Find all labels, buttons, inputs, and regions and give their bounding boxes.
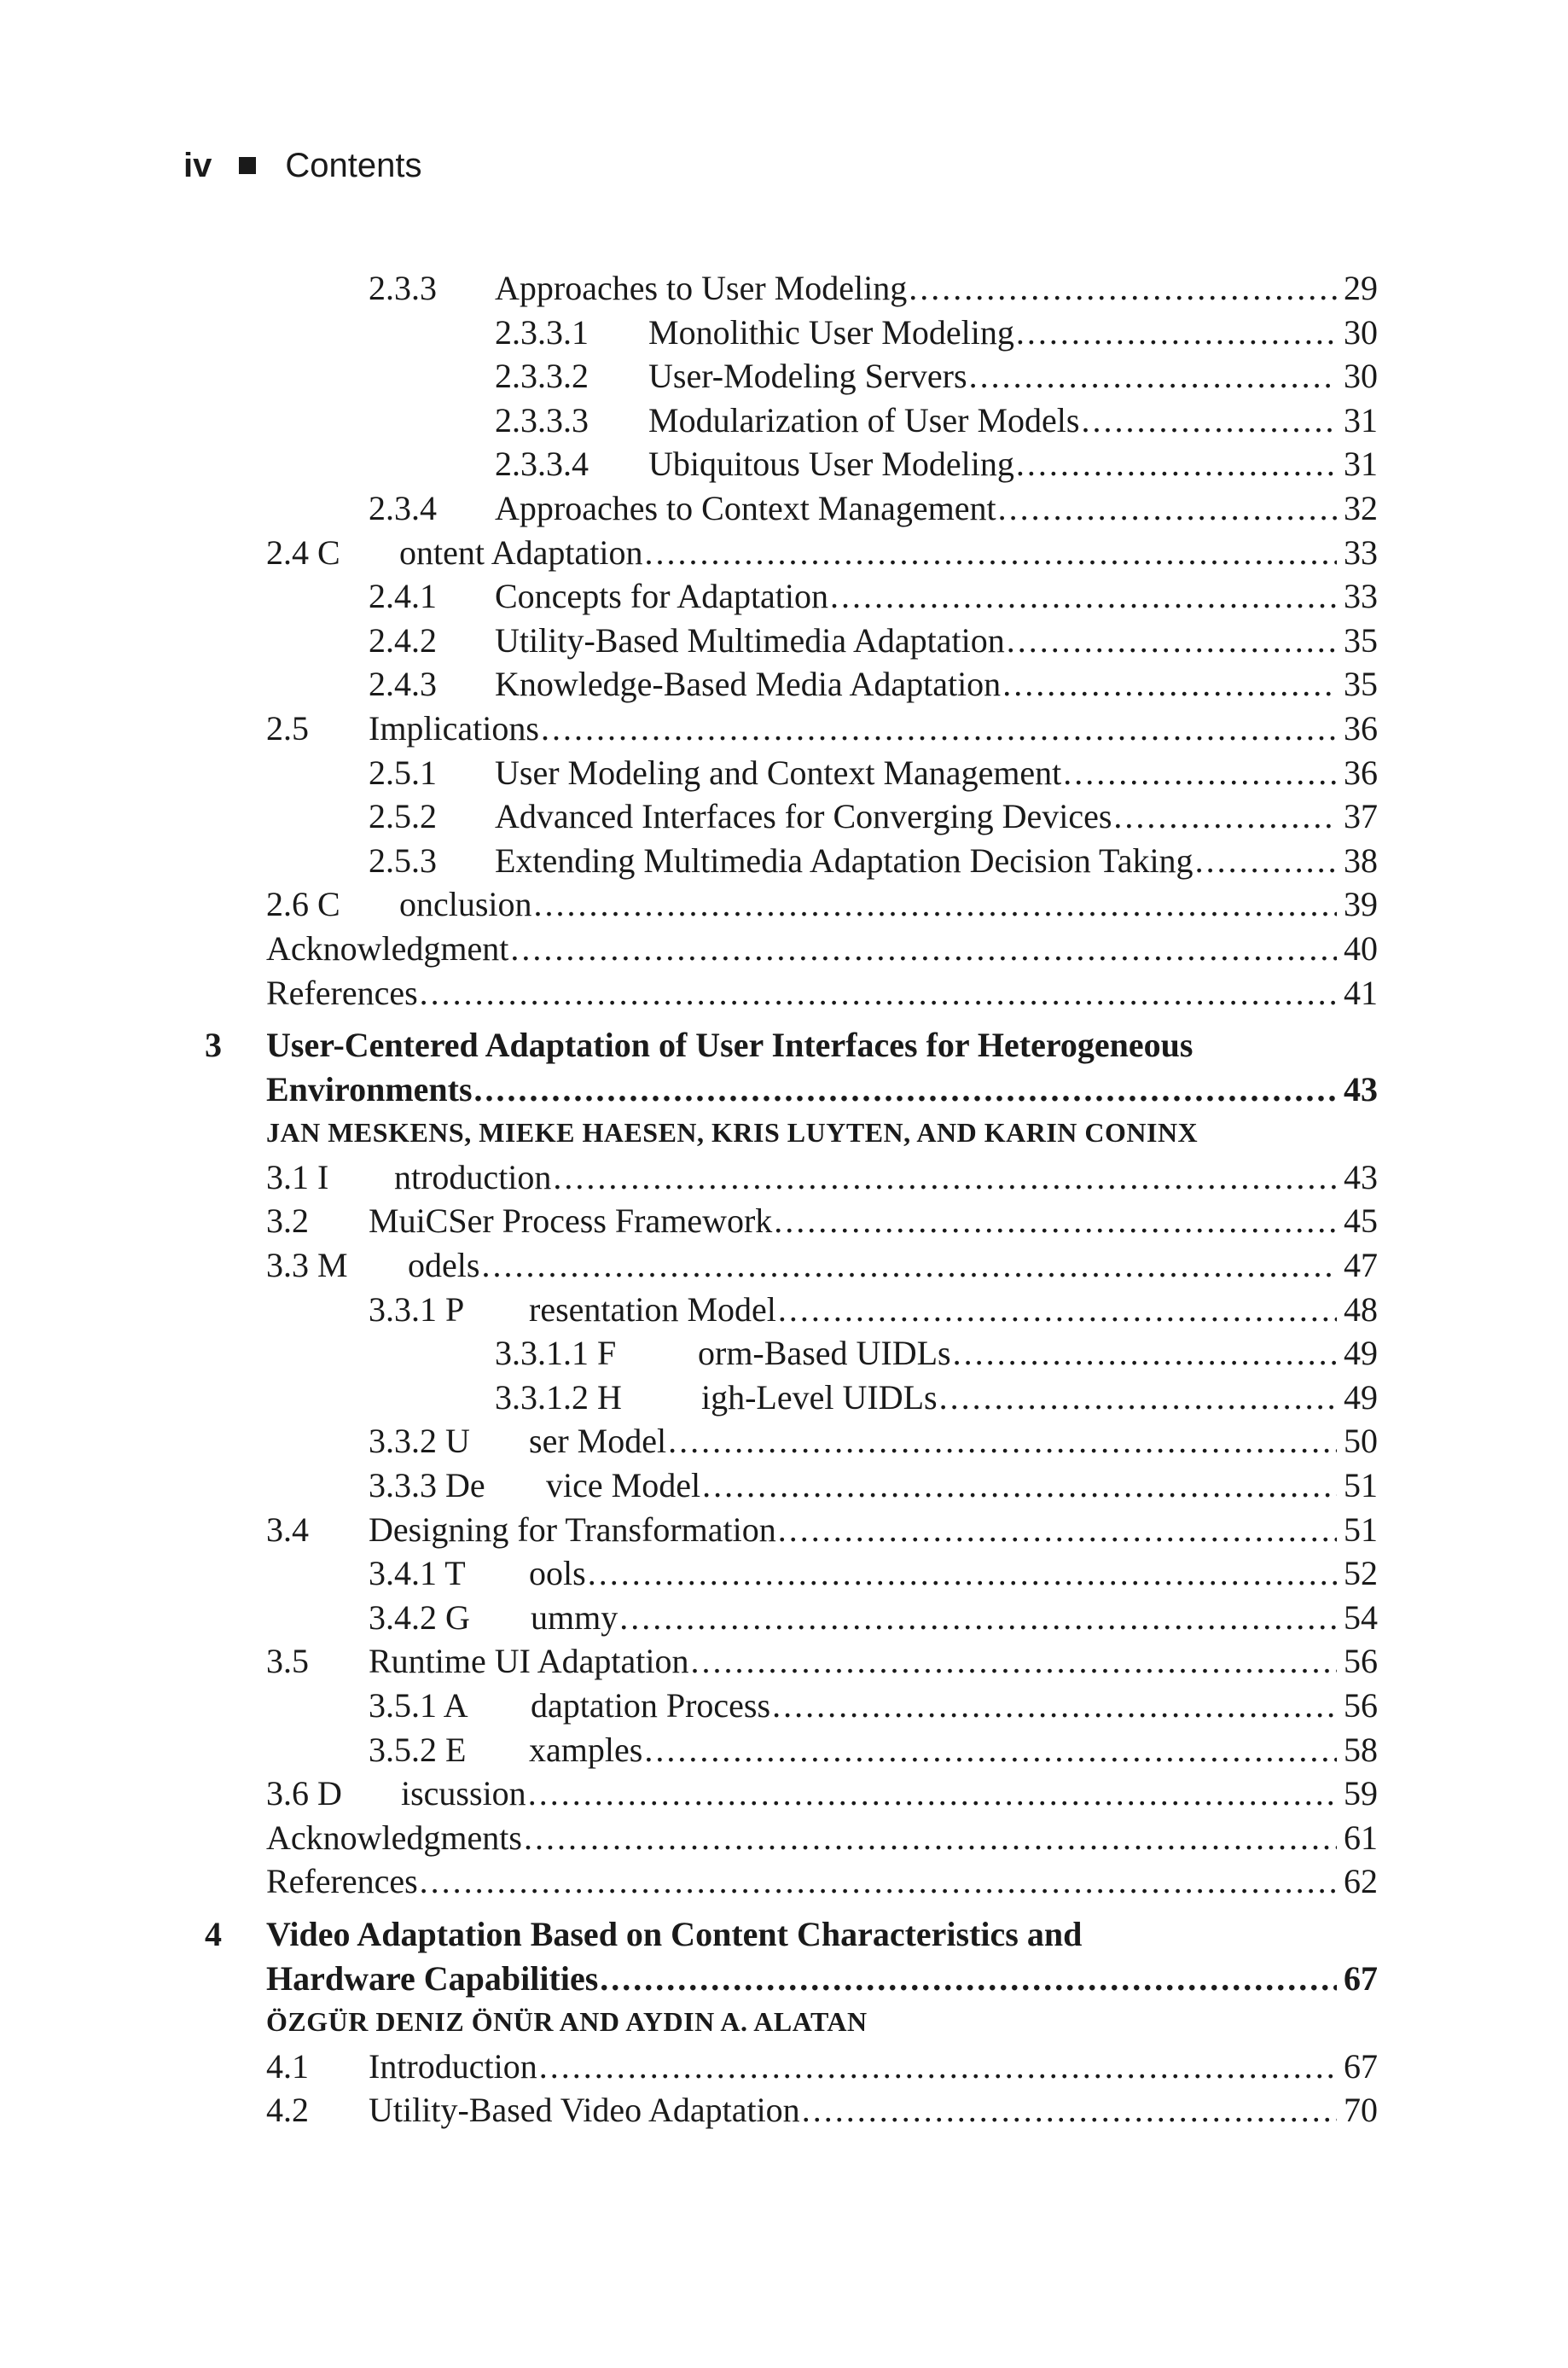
header-title: Contents (285, 146, 422, 184)
toc-entry[interactable] (205, 1551, 1378, 1596)
toc-entry[interactable] (205, 927, 1378, 971)
entry-title: Utility-Based Multimedia Adaptation (495, 620, 1005, 660)
chapter-number: 4 (205, 1914, 222, 1953)
dot-leader (481, 1243, 1337, 1288)
dot-leader (474, 1068, 1337, 1112)
page-ref: 36 (1344, 753, 1378, 792)
entry-title: References (266, 1862, 418, 1901)
dot-leader (420, 1859, 1337, 1904)
chapter-title-line-2: Hardware Capabilities (266, 1958, 599, 1998)
dot-leader (1063, 751, 1337, 795)
entry-title: daptation Process (531, 1686, 771, 1725)
page-ref: 33 (1344, 532, 1378, 572)
dot-leader (619, 1596, 1337, 1640)
dot-leader (969, 354, 1337, 399)
dot-leader (998, 486, 1337, 531)
entry-title: Advanced Interfaces for Converging Devices (495, 797, 1112, 836)
toc-entry[interactable] (205, 1684, 1378, 1728)
dot-leader (553, 1155, 1337, 1200)
page-ref: 56 (1344, 1642, 1378, 1681)
entry-number: 3.2 (266, 1201, 309, 1241)
page-number: iv (183, 146, 212, 184)
entry-title: vice Model (546, 1466, 701, 1505)
page-ref: 32 (1344, 488, 1378, 527)
dot-leader (534, 882, 1337, 927)
toc-entry[interactable] (205, 442, 1378, 486)
page-ref: 35 (1344, 665, 1378, 704)
dot-leader (600, 1957, 1337, 2001)
square-bullet-icon (239, 157, 256, 174)
page-ref: 62 (1344, 1862, 1378, 1901)
entry-number: 2.4.2 (369, 620, 437, 660)
toc-entry[interactable] (205, 971, 1378, 1015)
entry-number: 2.4.3 (369, 665, 437, 704)
page-ref: 33 (1344, 577, 1378, 616)
dot-leader (1016, 442, 1337, 486)
entry-number: 3.1 I (266, 1157, 329, 1196)
page-ref: 52 (1344, 1554, 1378, 1593)
toc-entry[interactable] (205, 1419, 1378, 1463)
toc-entry[interactable] (205, 707, 1378, 751)
page-ref: 40 (1344, 928, 1378, 968)
page-ref: 38 (1344, 841, 1378, 880)
table-of-contents (205, 266, 1378, 2132)
dot-leader (778, 1508, 1337, 1552)
entry-number: 2.5 (266, 708, 309, 748)
chapter-heading[interactable] (205, 1023, 1378, 1155)
chapter-title-line-1: Video Adaptation Based on Content Characteristics and (266, 1914, 1083, 1953)
running-header (183, 140, 421, 191)
entry-number: 3.5 (266, 1642, 309, 1681)
entry-number: 3.5.2 E (369, 1730, 467, 1769)
entry-number: 2.6 C (266, 885, 340, 924)
entry-title: Runtime UI Adaptation (369, 1642, 689, 1681)
toc-entry[interactable] (205, 1155, 1378, 1200)
entry-number: 3.3.1.1 F (495, 1334, 617, 1373)
toc-entry[interactable] (205, 1376, 1378, 1420)
page-ref: 54 (1344, 1597, 1378, 1637)
toc-entry[interactable] (205, 619, 1378, 663)
entry-title: User-Modeling Servers (648, 357, 967, 396)
toc-entry[interactable] (205, 751, 1378, 795)
entry-number: 3.3.3 De (369, 1466, 485, 1505)
entry-number: 4.1 (266, 2046, 309, 2086)
entry-title: ser Model (529, 1422, 667, 1461)
toc-entry[interactable] (205, 1639, 1378, 1684)
entry-number: 2.3.3.4 (495, 445, 589, 484)
dot-leader (510, 927, 1337, 971)
toc-entry[interactable] (205, 1728, 1378, 1772)
toc-entry[interactable] (205, 839, 1378, 883)
toc-entry[interactable] (205, 2045, 1378, 2089)
dot-leader (691, 1639, 1337, 1684)
entry-number: 2.3.4 (369, 488, 437, 527)
entry-title: Approaches to Context Management (495, 488, 996, 527)
toc-entry[interactable] (205, 1816, 1378, 1860)
entry-number: 2.3.3.3 (495, 400, 589, 439)
page-ref: 47 (1344, 1246, 1378, 1285)
page-ref: 48 (1344, 1289, 1378, 1329)
toc-entry[interactable] (205, 1199, 1378, 1243)
dot-leader (668, 1419, 1337, 1463)
toc-entry[interactable] (205, 2088, 1378, 2132)
dot-leader (1081, 399, 1337, 443)
entry-number: 2.4 C (266, 532, 340, 572)
entry-title: Introduction (369, 2046, 537, 2086)
toc-entry[interactable] (205, 1331, 1378, 1376)
toc-entry[interactable] (205, 354, 1378, 399)
entry-number: 4.2 (266, 2091, 309, 2130)
page-ref: 43 (1344, 1157, 1378, 1196)
chapter-heading[interactable] (205, 1912, 1378, 2045)
page-ref: 58 (1344, 1730, 1378, 1769)
toc-entry[interactable] (205, 794, 1378, 839)
entry-number: 3.5.1 A (369, 1686, 468, 1725)
page-ref: 41 (1344, 973, 1378, 1012)
dot-leader (645, 531, 1337, 575)
toc-entry[interactable] (205, 486, 1378, 531)
dot-leader (774, 1199, 1337, 1243)
entry-number: 3.3.2 U (369, 1422, 470, 1461)
toc-entry[interactable] (205, 1772, 1378, 1816)
dot-leader (1007, 619, 1337, 663)
page-ref: 30 (1344, 357, 1378, 396)
dot-leader (909, 266, 1337, 311)
dot-leader (524, 1816, 1337, 1860)
entry-number: 2.3.3.2 (495, 357, 589, 396)
entry-title: Acknowledgment (266, 928, 509, 968)
page-ref: 45 (1344, 1201, 1378, 1241)
dot-leader (644, 1728, 1337, 1772)
toc-entry[interactable] (205, 1859, 1378, 1904)
chapter-authors: ÖZGÜR DENIZ ÖNÜR AND AYDIN A. ALATAN (266, 2006, 868, 2038)
entry-title: orm-Based UIDLs (698, 1334, 951, 1373)
entry-title: Concepts for Adaptation (495, 577, 829, 616)
entry-number: 3.6 D (266, 1774, 342, 1813)
dot-leader (539, 2045, 1337, 2089)
page-ref: 29 (1344, 269, 1378, 307)
toc-entry[interactable] (205, 662, 1378, 707)
page-ref: 49 (1344, 1377, 1378, 1417)
entry-title: Extending Multimedia Adaptation Decision Taking (495, 841, 1193, 880)
entry-number: 2.3.3.1 (495, 312, 589, 352)
page-ref: 30 (1344, 312, 1378, 352)
page-ref: 51 (1344, 1466, 1378, 1505)
entry-number: 3.4.2 G (369, 1597, 470, 1637)
page-ref: 31 (1344, 445, 1378, 484)
entry-title: User Modeling and Context Management (495, 753, 1062, 792)
entry-number: 3.3 M (266, 1246, 348, 1285)
toc-entry[interactable] (205, 1596, 1378, 1640)
dot-leader (1195, 839, 1337, 883)
dot-leader (588, 1551, 1337, 1596)
page-ref: 51 (1344, 1510, 1378, 1549)
toc-entry[interactable] (205, 1508, 1378, 1552)
entry-title: onclusion (399, 885, 532, 924)
entry-title: odels (408, 1246, 480, 1285)
entry-number: 2.3.3 (369, 269, 437, 307)
toc-entry[interactable] (205, 574, 1378, 619)
toc-entry[interactable] (205, 399, 1378, 443)
entry-title: ntroduction (394, 1157, 552, 1196)
dot-leader (802, 2088, 1337, 2132)
dot-leader (1016, 311, 1337, 355)
entry-title: xamples (529, 1730, 643, 1769)
page-ref: 67 (1344, 1958, 1378, 1998)
entry-title: Designing for Transformation (369, 1510, 776, 1549)
entry-title: ummy (531, 1597, 618, 1637)
entry-number: 3.3.1.2 H (495, 1377, 622, 1417)
dot-leader (830, 574, 1337, 619)
dot-leader (702, 1463, 1337, 1508)
toc-entry[interactable] (205, 882, 1378, 927)
chapter-title-line-2: Environments (266, 1069, 473, 1108)
page-ref: 31 (1344, 400, 1378, 439)
toc-entry[interactable] (205, 266, 1378, 311)
entry-title: ools (529, 1554, 586, 1593)
entry-title: Modularization of User Models (648, 400, 1080, 439)
entry-title: Implications (369, 708, 539, 748)
entry-title: MuiCSer Process Framework (369, 1201, 773, 1241)
dot-leader (1113, 794, 1337, 839)
chapter-title-line-1: User-Centered Adaptation of User Interfaces for Heterogeneous (266, 1026, 1193, 1065)
entry-number: 2.5.3 (369, 841, 437, 880)
entry-title: iscussion (401, 1774, 526, 1813)
entry-title: Monolithic User Modeling (648, 312, 1014, 352)
dot-leader (1002, 662, 1337, 707)
page-ref: 70 (1344, 2091, 1378, 2130)
page-ref: 50 (1344, 1422, 1378, 1461)
entry-title: ontent Adaptation (399, 532, 643, 572)
entry-title: igh-Level UIDLs (701, 1377, 938, 1417)
chapter-authors: JAN MESKENS, MIEKE HAESEN, KRIS LUYTEN, AND KARIN CONINX (266, 1117, 1199, 1149)
page-ref: 49 (1344, 1334, 1378, 1373)
entry-title: Acknowledgments (266, 1818, 522, 1857)
page-ref: 56 (1344, 1686, 1378, 1725)
page-ref: 59 (1344, 1774, 1378, 1813)
entry-number: 2.4.1 (369, 577, 437, 616)
page-ref: 37 (1344, 797, 1378, 836)
entry-title: resentation Model (529, 1289, 776, 1329)
page-ref: 43 (1344, 1069, 1378, 1108)
dot-leader (778, 1288, 1337, 1332)
dot-leader (528, 1772, 1337, 1816)
entry-title: Knowledge-Based Media Adaptation (495, 665, 1002, 704)
page-ref: 35 (1344, 620, 1378, 660)
page-ref: 39 (1344, 885, 1378, 924)
entry-number: 3.4 (266, 1510, 309, 1549)
entry-title: Approaches to User Modeling (495, 269, 908, 307)
entry-number: 2.5.2 (369, 797, 437, 836)
dot-leader (420, 971, 1337, 1015)
toc-entry[interactable] (205, 1463, 1378, 1508)
entry-number: 3.3.1 P (369, 1289, 465, 1329)
dot-leader (772, 1684, 1337, 1728)
dot-leader (541, 707, 1337, 751)
page-ref: 61 (1344, 1818, 1378, 1857)
toc-entry[interactable] (205, 1288, 1378, 1332)
entry-title: References (266, 973, 418, 1012)
entry-title: Utility-Based Video Adaptation (369, 2091, 800, 2130)
toc-entry[interactable] (205, 311, 1378, 355)
dot-leader (939, 1376, 1337, 1420)
entry-number: 3.4.1 T (369, 1554, 466, 1593)
chapter-number: 3 (205, 1026, 222, 1065)
toc-entry[interactable] (205, 1243, 1378, 1288)
dot-leader (953, 1331, 1337, 1376)
entry-number: 2.5.1 (369, 753, 437, 792)
page-ref: 36 (1344, 708, 1378, 748)
page-ref: 67 (1344, 2046, 1378, 2086)
toc-entry[interactable] (205, 531, 1378, 575)
entry-title: Ubiquitous User Modeling (648, 445, 1014, 484)
